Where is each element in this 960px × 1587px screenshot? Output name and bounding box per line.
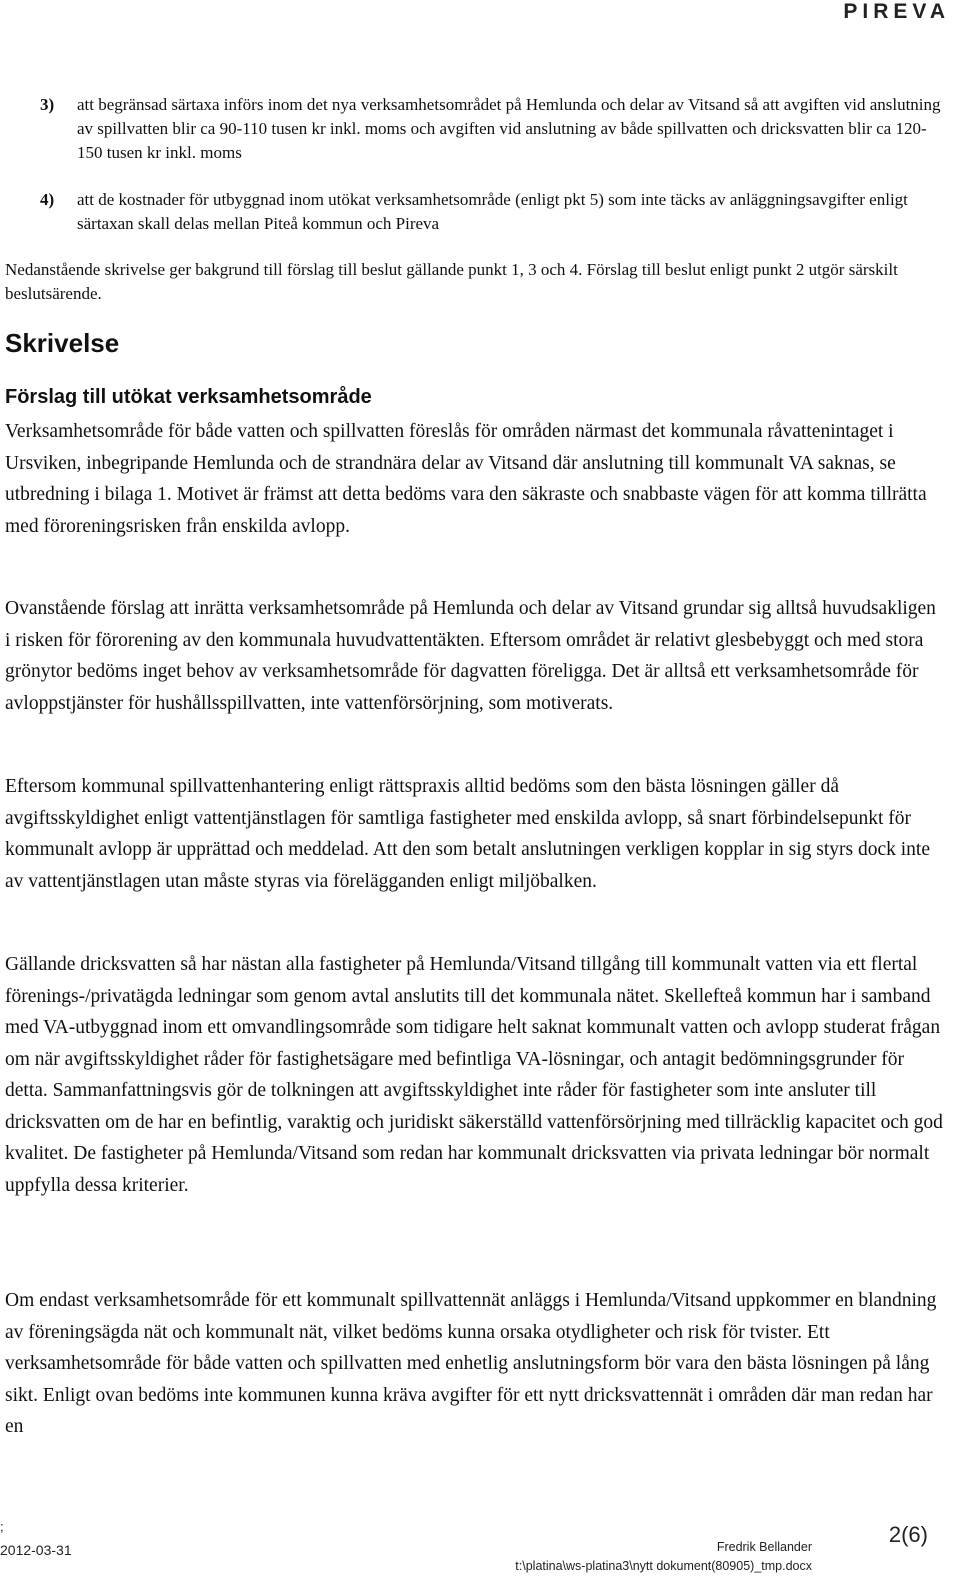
- section-heading: Skrivelse: [5, 328, 120, 358]
- list-item-number: 4): [40, 190, 55, 209]
- footer-semicolon: ;: [0, 1519, 4, 1534]
- footer-meta: [515, 1538, 812, 1576]
- footer-left: [0, 1520, 72, 1558]
- body-paragraph: Verksamhetsområde för både vatten och spillvatten föreslås för områden närmast det kommunala råvattenintaget i Ursviken, inbegripande Hemlunda och de strandnära delar av Vitsand där anslutning till kommunalt VA saknas, se utbredning i bilaga 1. Motivet är främst att detta bedöms vara den säkraste och snabbaste vägen för att komma tillrätta med föroreningsrisken från enskilda avlopp.: [5, 421, 927, 537]
- list-item: [40, 188, 945, 236]
- page-number: 2(6): [888, 1522, 928, 1547]
- footer-date: 2012-03-31: [0, 1542, 72, 1558]
- footer-author: Fredrik Bellander: [716, 1540, 812, 1554]
- footer-file-path: t:\platina\ws-platina3\nytt dokument(80905)_tmp.docx: [515, 1559, 812, 1573]
- section-subheading: Förslag till utökat verksamhetsområde: [5, 386, 372, 408]
- list-item-number: 3): [40, 95, 55, 114]
- list-item: [40, 93, 945, 165]
- list-item-text: att begränsad särtaxa införs inom det nya verksamhetsområdet på Hemlunda och delar av Vitsand så att avgiften vid anslutning av spillvatten blir ca 90-110 tusen kr inkl. moms och avgiften vid anslutning av både spillvatten och dricksvatten blir ca 120-150 tusen kr inkl. moms: [77, 95, 941, 162]
- body-paragraph: Eftersom kommunal spillvattenhantering enligt rättspraxis alltid bedöms som den bästa lösningen gäller då avgiftsskyldighet enligt vattentjänstlagen för samtliga fastigheter med enskilda avlopp, så snart förbindelsepunkt för kommunalt avlopp är upprättad och meddelad. Att den som betalt anslutningen verkligen kopplar in sig styrs dock inte av vattentjänstlagen utan måste styras via förelägganden enligt miljöbalken.: [5, 776, 930, 892]
- background-note: Nedanstående skrivelse ger bakgrund till förslag till beslut gällande punkt 1, 3 och 4. Förslag till beslut enligt punkt 2 utgör särskilt beslutsärende.: [5, 260, 898, 303]
- list-item-text: att de kostnader för utbyggnad inom utökat verksamhetsområde (enligt pkt 5) som inte täcks av anläggningsavgifter enligt särtaxan skall delas mellan Piteå kommun och Pireva: [77, 190, 908, 233]
- body-paragraph: Ovanstående förslag att inrätta verksamhetsområde på Hemlunda och delar av Vitsand grundar sig alltså huvudsakligen i risken för förorening av den kommunala huvudvattentäkten. Eftersom området är relativt glesbebyggt och med stora grönytor bedöms inget behov av verksamhetsområde för dagvatten föreligga. Det är alltså ett verksamhetsområde för avloppstjänster för hushållsspillvatten, inte vattenförsörjning, som motiverats.: [5, 598, 936, 714]
- body-paragraph: Om endast verksamhetsområde för ett kommunalt spillvattennät anläggs i Hemlunda/Vitsand uppkommer en blandning av föreningsägda nät och kommunalt nät, vilket bedöms kunna orsaka otydligheter och risk för tvister. Ett verksamhetsområde för både vatten och spillvatten med enhetlig anslutningsform bör vara den bästa lösningen på lång sikt. Enligt ovan bedöms inte kommunen kunna kräva avgifter för ett nytt dricksvattennät i områden där man redan har en: [5, 1290, 937, 1437]
- body-paragraph: Gällande dricksvatten så har nästan alla fastigheter på Hemlunda/Vitsand tillgång till kommunalt vatten via ett flertal förenings-/privatägda ledningar som genom avtal anslutits till det kommunala nätet. Skellefteå kommun har i samband med VA-utbyggnad inom ett omvandlingsområde som tidigare helt saknat kommunalt vatten och avlopp studerat frågan om när avgiftsskyldighet råder för fastighetsägare med befintliga VA-lösningar, och antagit bedömningsgrunder för detta. Sammanfattningsvis gör de tolkningen att avgiftsskyldighet inte råder för fastigheter som inte ansluter till dricksvatten om de har en befintlig, varaktig och juridiskt säkerställd vattenförsörjning med tillräcklig kapacitet och god kvalitet. De fastigheter på Hemlunda/Vitsand som redan har kommunalt dricksvatten via privata ledningar bör normalt uppfylla dessa kriterier.: [5, 954, 943, 1196]
- brand-logo-text: PIREVA: [843, 0, 950, 23]
